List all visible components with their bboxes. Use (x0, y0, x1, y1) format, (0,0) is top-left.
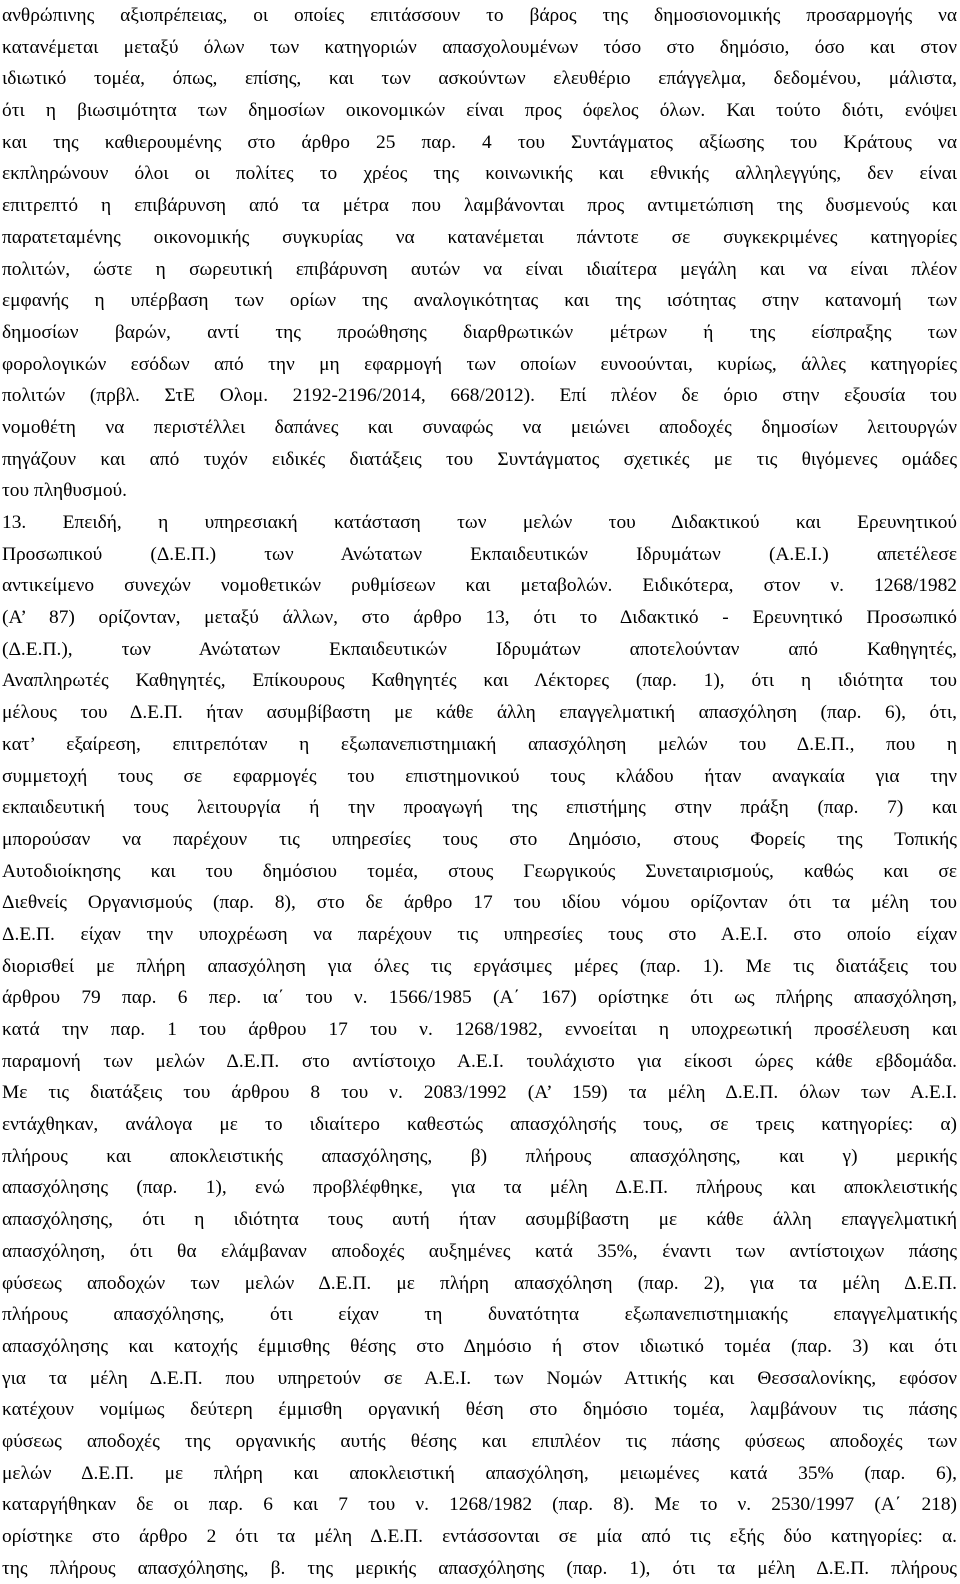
text-line: παρατεταμένης οικονομικής συγκυρίας να κατανέμεται πάντοτε σε συγκεκριμένες κατηγορίες (2, 226, 957, 248)
text-line: απασχόληση, ότι θα ελάμβαναν αποδοχές αυξημένες κατά 35%, έναντι των αντίστοιχων πάσης (2, 1240, 957, 1262)
text-line: 13. Επειδή, η υπηρεσιακή κατάσταση των μελών του Διδακτικού και Ερευνητικού (2, 512, 957, 533)
text-line: κατά την παρ. 1 του άρθρου 17 του ν. 1268/1982, εννοείται η υποχρεωτική προσέλευση και (2, 1019, 957, 1040)
text-line: μέλους του Δ.Ε.Π. ήταν ασυμβίβαστη με κάθε άλλη επαγγελματική απασχόληση (παρ. 6), ότι, (2, 702, 957, 724)
text-line: ότι η βιωσιμότητα των δημοσίων οικονομικών είναι προς όφελος όλων. Και τούτο διότι, ενόψει (2, 100, 957, 122)
text-line: και της καθιερουμένης στο άρθρο 25 παρ. 4 του Συντάγματος αξίωσης του Κράτους να (2, 131, 957, 153)
text-line: (Α’ 87) ορίζονταν, μεταξύ άλλων, στο άρθρο 13, ότι το Διδακτικό - Ερευνητικό Προσωπικό (2, 607, 957, 629)
text-line: Αυτοδιοίκησης και του δημόσιου τομέα, στους Γεωργικούς Συνεταιρισμούς, καθώς και σε (2, 860, 957, 882)
text-line: Με τις διατάξεις του άρθρου 8 του ν. 2083/1992 (Α’ 159) τα μέλη Δ.Ε.Π. όλων των Α.Ε.Ι. (2, 1082, 957, 1104)
text-line: επιτρεπτό η επιβάρυνση από τα μέτρα που λαμβάνονται προς αντιμετώπιση της δυσμενούς και (2, 195, 957, 217)
text-line: φορολογικών εσόδων από την μη εφαρμογή των οποίων ευνοούνται, κυρίως, άλλες κατηγορίες (2, 353, 957, 375)
text-line: άρθρου 79 παρ. 6 περ. ια΄ του ν. 1566/1985 (Α΄ 167) ορίστηκε ότι ως πλήρης απασχόληση, (2, 987, 957, 1009)
text-line: κατανέμεται μεταξύ όλων των κατηγοριών απασχολουμένων τόσο στο δημόσιο, όσο και στον (2, 36, 957, 58)
text-line: πολιτών (πρβλ. ΣτΕ Ολομ. 2192-2196/2014, 668/2012). Επί πλέον δε όριο στην εξουσία του (2, 385, 957, 407)
text-line: για τα μέλη Δ.Ε.Π. που υπηρετούν σε Α.Ε.Ι. των Νομών Αττικής και Θεσσαλονίκης, εφόσον (2, 1367, 957, 1389)
text-line: απασχόλησης, ότι η ιδιότητα τους αυτή ήταν ασυμβίβαστη με κάθε άλλη επαγγελματική (2, 1209, 957, 1231)
text-line: Προσωπικού (Δ.Ε.Π.) των Ανώτατων Εκπαιδευτικών Ιδρυμάτων (Α.Ε.Ι.) απετέλεσε (2, 543, 957, 565)
text-line: πολιτών, ώστε η σωρευτική επιβάρυνση αυτών να είναι ιδιαίτερα μεγάλη και να είναι πλέον (2, 258, 957, 280)
text-line: φύσεως αποδοχών των μελών Δ.Ε.Π. με πλήρη απασχόληση (παρ. 2), για τα μέλη Δ.Ε.Π. (2, 1272, 957, 1294)
text-line: πλήρους απασχόλησης, ότι είχαν τη δυνατότητα εξωπανεπιστημιακής επαγγελματικής (2, 1304, 957, 1326)
text-line: πηγάζουν και από τυχόν ειδικές διατάξεις του Συντάγματος σχετικές με τις θιγόμενες ομάδες (2, 448, 957, 470)
text-line: ιδιωτικό τομέα, όπως, επίσης, και των ασκούντων ελευθέριο επάγγελμα, δεδομένου, μάλιστα, (2, 68, 957, 90)
text-line: κατ’ εξαίρεση, επιτρεπόταν η εξωπανεπιστημιακή απασχόληση μελών του Δ.Ε.Π., που η (2, 733, 957, 755)
text-line: Δ.Ε.Π. είχαν την υποχρέωση να παρέχουν τις υπηρεσίες τους στο Α.Ε.Ι. στο οποίο είχαν (2, 923, 957, 945)
paragraph (2, 0, 957, 507)
paragraph (2, 507, 957, 1584)
text-line: συμμετοχή τους σε εφαρμογές του επιστημονικού τους κλάδου ήταν αναγκαία για την (2, 765, 957, 787)
text-line: ορίστηκε στο άρθρο 2 ότι τα μέλη Δ.Ε.Π. εντάσσονται σε μία από τις εξής δύο κατηγορίες: α. (2, 1526, 957, 1547)
text-line: ανθρώπινης αξιοπρέπειας, οι οποίες επιτάσσουν το βάρος της δημοσιονομικής προσαρμογής να (2, 5, 957, 26)
text-line: κατέχουν νομίμως δεύτερη έμμισθη οργανική θέση στο δημόσιο τομέα, λαμβάνουν τις πάσης (2, 1399, 957, 1421)
text-line: μπορούσαν να παρέχουν τις υπηρεσίες τους στο Δημόσιο, στους Φορείς της Τοπικής (2, 828, 957, 850)
text-line: παραμονή των μελών Δ.Ε.Π. στο αντίστοιχο Α.Ε.Ι. τουλάχιστο για είκοσι ώρες κάθε εβδομάδα. (2, 1050, 957, 1072)
text-line: καταργήθηκαν δε οι παρ. 6 και 7 του ν. 1268/1982 (παρ. 8). Με το ν. 2530/1997 (Α΄ 218) (2, 1494, 957, 1516)
text-line: απασχόλησης (παρ. 1), ενώ προβλέφθηκε, για τα μέλη Δ.Ε.Π. πλήρους και αποκλειστικής (2, 1177, 957, 1199)
text-line: εκπληρώνουν όλοι οι πολίτες το χρέος της κοινωνικής και εθνικής αλληλεγγύης, δεν είναι (2, 163, 957, 185)
text-line: (Δ.Ε.Π.), των Ανώτατων Εκπαιδευτικών Ιδρυμάτων αποτελούνταν από Καθηγητές, (2, 638, 957, 660)
text-line: Αναπληρωτές Καθηγητές, Επίκουρους Καθηγητές και Λέκτορες (παρ. 1), ότι η ιδιότητα του (2, 670, 957, 692)
text-line: νομοθέτη να περιστέλλει δαπάνες και συναφώς να μειώνει αποδοχές δημοσίων λειτουργών (2, 416, 957, 438)
text-line: της πλήρους απασχόλησης, β. της μερικής απασχόλησης (παρ. 1), ότι τα μέλη Δ.Ε.Π. πλήρους (2, 1557, 957, 1579)
text-line: απασχόλησης και κατοχής έμμισθης θέσης στο Δημόσιο ή στον ιδιωτικό τομέα (παρ. 3) και ότι (2, 1335, 957, 1357)
text-line: αντικείμενο συνεχών νομοθετικών ρυθμίσεων και μεταβολών. Ειδικότερα, στον ν. 1268/1982 (2, 575, 957, 597)
text-line: Διεθνείς Οργανισμούς (παρ. 8), στο δε άρθρο 17 του ιδίου νόμου ορίζονταν ότι τα μέλη του (2, 892, 957, 914)
text-line: διορισθεί με πλήρη απασχόληση για όλες τις εργάσιμες μέρες (παρ. 1). Με τις διατάξεις του (2, 955, 957, 977)
text-line: δημοσίων βαρών, αντί της προώθησης διαρθρωτικών μέτρων ή της είσπραξης των (2, 321, 957, 343)
text-line: του πληθυσμού. (2, 480, 127, 502)
text-line: εμφανής η υπέρβαση των ορίων της αναλογικότητας και της ισότητας στην κατανομή των (2, 290, 957, 312)
text-line: φύσεως αποδοχές της οργανικής αυτής θέσης και επιπλέον τις πάσης φύσεως αποδοχές των (2, 1430, 957, 1452)
text-line: μελών Δ.Ε.Π. με πλήρη και αποκλειστική απασχόληση, μειωμένες κατά 35% (παρ. 6), (2, 1462, 957, 1484)
text-line: εκπαιδευτική τους λειτουργία ή την προαγωγή της επιστήμης στην πράξη (παρ. 7) και (2, 797, 957, 819)
text-line: εντάχθηκαν, ανάλογα με το ιδιαίτερο καθεστώς απασχόλησής τους, σε τρεις κατηγορίες: α) (2, 1114, 957, 1136)
text-line: πλήρους και αποκλειστικής απασχόλησης, β) πλήρους απασχόλησης, και γ) μερικής (2, 1145, 957, 1167)
